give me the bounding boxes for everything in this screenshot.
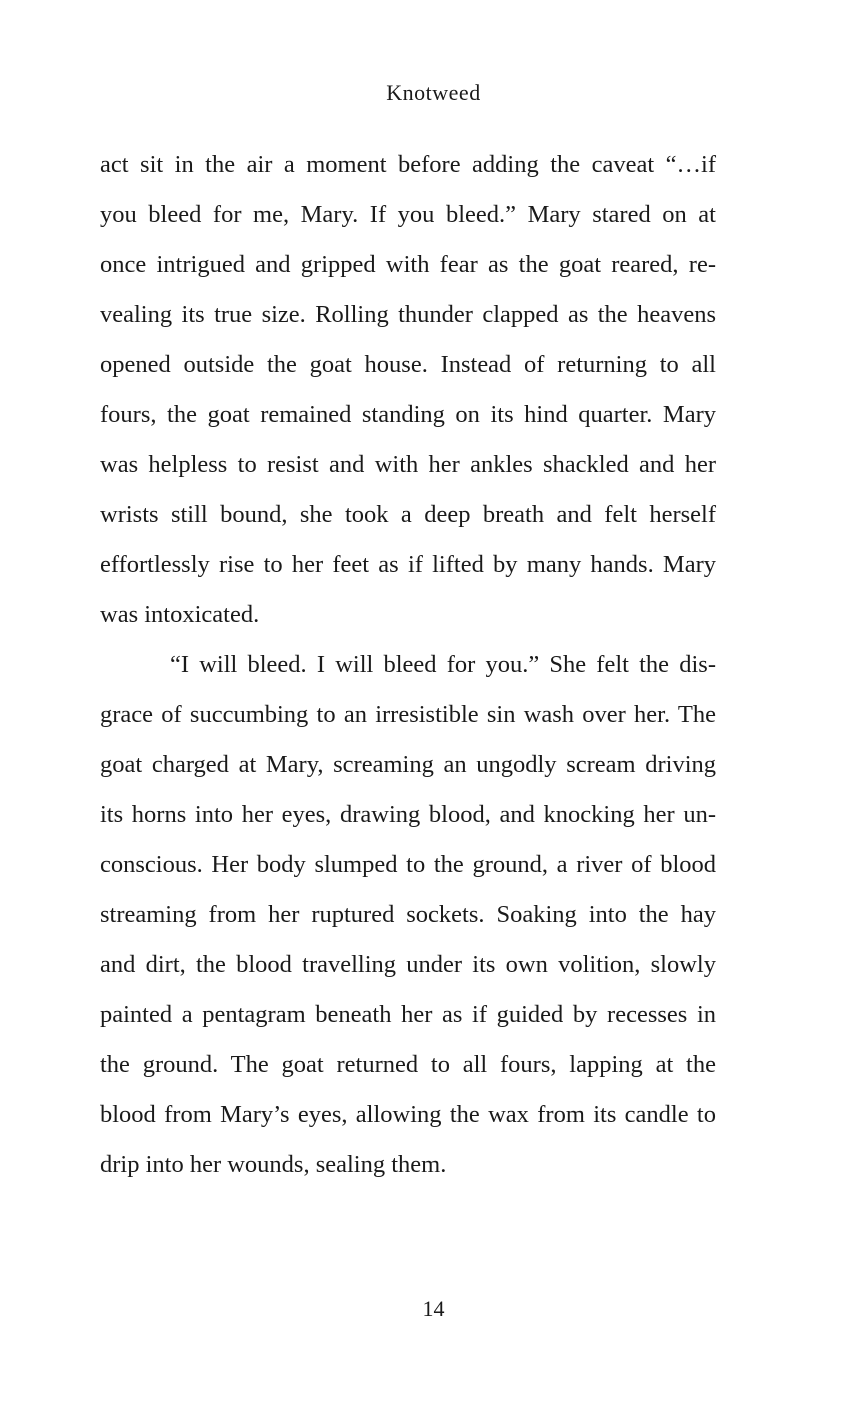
text-line: act sit in the air a moment before adding the caveat “…if [100, 151, 716, 178]
text-line: painted a pentagram beneath her as if guided by recesses in [100, 1001, 716, 1028]
text-line: grace of succumbing to an irresistible sin wash over her. The [100, 701, 716, 728]
text-line: its horns into her eyes, drawing blood, and knocking her un- [100, 801, 716, 828]
text-line: blood from Mary’s eyes, allowing the wax from its candle to [100, 1101, 716, 1128]
page-number: 14 [422, 1296, 445, 1321]
text-line: you bleed for me, Mary. If you bleed.” Mary stared on at [100, 201, 716, 228]
text-line: goat charged at Mary, screaming an ungodly scream driving [100, 751, 716, 778]
paragraph [100, 140, 716, 640]
text-line: “I will bleed. I will bleed for you.” She felt the dis- [170, 651, 716, 678]
text-line: opened outside the goat house. Instead of returning to all [100, 351, 716, 378]
text-line: streaming from her ruptured sockets. Soaking into the hay [100, 901, 716, 928]
text-line: effortlessly rise to her feet as if lifted by many hands. Mary [100, 551, 716, 578]
text-line: drip into her wounds, sealing them. [100, 1151, 447, 1178]
running-head: Knotweed [386, 80, 481, 105]
text-line: once intrigued and gripped with fear as the goat reared, re- [100, 251, 716, 278]
text-line: was helpless to resist and with her ankles shackled and her [100, 451, 716, 478]
text-line: and dirt, the blood travelling under its own volition, slowly [100, 951, 716, 978]
text-line: conscious. Her body slumped to the ground, a river of blood [100, 851, 716, 878]
paragraph [100, 640, 716, 1190]
text-line: vealing its true size. Rolling thunder clapped as the heavens [100, 301, 716, 328]
text-line: fours, the goat remained standing on its hind quarter. Mary [100, 401, 716, 428]
text-line: the ground. The goat returned to all fours, lapping at the [100, 1051, 716, 1078]
text-line: was intoxicated. [100, 601, 260, 628]
text-line: wrists still bound, she took a deep breath and felt herself [100, 501, 716, 528]
body-text [100, 140, 716, 1190]
